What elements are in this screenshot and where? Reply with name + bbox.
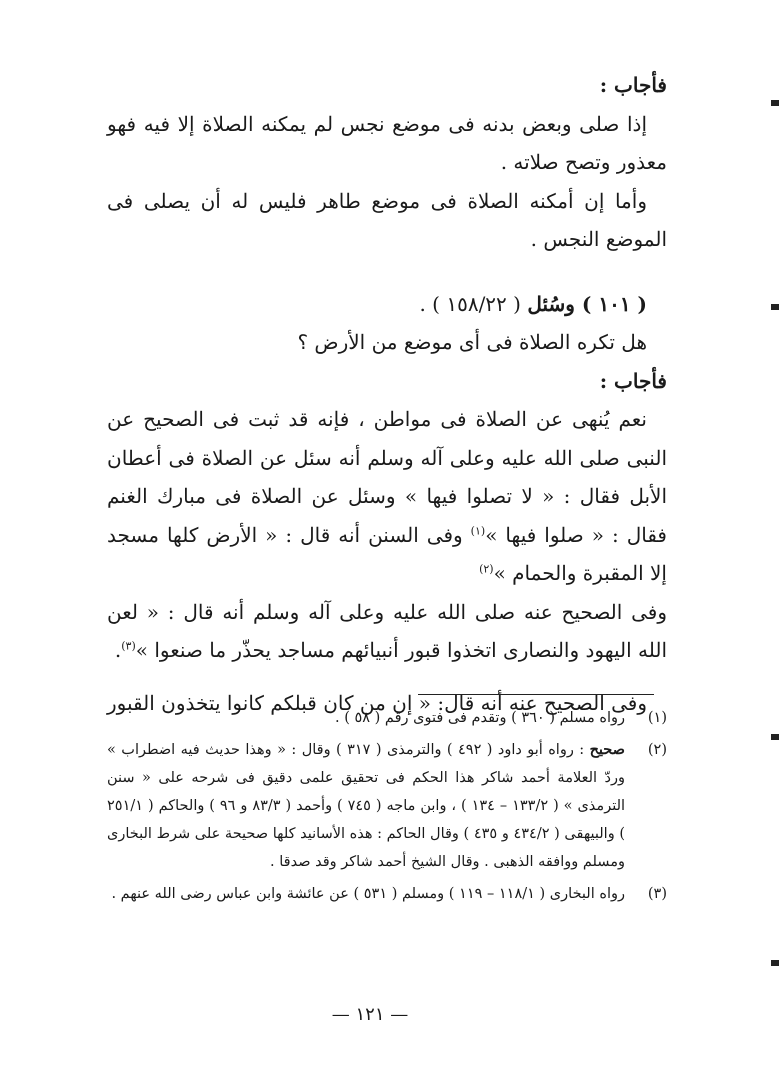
footnote-body: : رواه أبو داود ( ٤٩٢ ) والترمذى ( ٣١٧ ) وقال : « وهذا حديث فيه اضطراب » وردّ العلامة أحمد شاكر هذا الحكم فى تحقيق علمى دقيق فى شرحه على « سنن الترمذى » ( ١٣٣/٢ – ١٣٤ ) ، وابن ماجه ( ٧٤٥ ) وأحمد ( ٨٣/٣ و ٩٦ ) والحاكم ( ٢٥١/١ ) والبيهقى ( ٤٣٤/٢ و ٤٣٥ ) وقال الحاكم : هذه الأسانيد كلها صحيحة على شرط البخارى ومسلم ووافقه الذهبى . وقال الشيخ أحمد شاكر وقد صدقا .	[107, 742, 626, 870]
question-text: هل تكره الصلاة فى أى موضع من الأرض ؟	[297, 330, 647, 354]
footnote-marker-2: (٢)	[479, 562, 494, 576]
paragraph-5: وفى الصحيح عنه أنه قال: « إن من كان قبلكم كانوا يتخذون القبور	[107, 690, 647, 715]
footnote-separator	[418, 694, 654, 695]
footnote-text: رواه مسلم ( ٣٦٠ ) وتقدم فى فتوى رقم ( ٥٨ ) .	[334, 710, 625, 726]
question-reference: ( ١٥٨/٢٢ ) .	[419, 291, 521, 316]
paragraph-1: إذا صلى وبعض بدنه فى موضع نجس لم يمكنه الصلاة إلا فيه فهو معذور وتصح صلاته .	[107, 111, 667, 174]
main-text	[107, 66, 667, 722]
paragraph-3-part-b: وفى السنن أنه قال : « الأرض كلها مسجد إلا المقبرة والحمام »	[107, 522, 667, 585]
paragraph-3-part-a: نعم يُنهى عن الصلاة فى مواطن ، فإنه قد ثبت فى الصحيح عن النبى صلى الله عليه وعلى آله وسلم أنه سئل عن الصلاة فى أعطان الأبل فقال : « لا تصلوا فيها » وسئل عن الصلاة فى مبارك الغنم فقال : « صلوا فيها »	[107, 407, 667, 547]
footnote-number: (٣)	[647, 886, 667, 902]
footnote-2	[107, 736, 667, 876]
paragraph-3	[107, 400, 667, 593]
page-number: — ١٢١ —	[331, 1004, 409, 1025]
answer-label-1: فأجاب :	[599, 73, 667, 97]
footnote-marker-1: (١)	[470, 523, 486, 537]
edge-mark	[771, 734, 779, 740]
footnote-1	[107, 704, 667, 732]
footnote-text: رواه البخارى ( ١١٨/١ – ١١٩ ) ومسلم ( ٥٣١ ) عن عائشة وابن عباس رضى الله عنهم .	[111, 886, 625, 902]
footnote-grade: صحيح	[589, 741, 625, 758]
footnotes	[107, 704, 667, 912]
paragraph-4-text: وفى الصحيح عنه صلى الله عليه وعلى آله وسلم أنه قال : « لعن الله اليهود والنصارى اتخذوا قبور أنبيائهم مساجد يحذّر ما صنعوا »	[107, 599, 667, 662]
edge-mark	[771, 304, 779, 310]
paragraph-2: وأما إن أمكنه الصلاة فى موضع طاهر فليس له أن يصلى فى الموضع النجس .	[107, 188, 667, 251]
footnote-number: (١)	[647, 710, 667, 726]
paragraph-4-end: .	[114, 638, 122, 662]
question-number: ( ١٠١ ) وسُئل	[527, 291, 647, 316]
paragraph-4	[107, 593, 667, 670]
edge-mark	[771, 960, 779, 966]
footnote-marker-3: (٣)	[121, 639, 136, 653]
answer-label-2: فأجاب :	[599, 368, 667, 393]
question-heading	[107, 285, 667, 324]
footnote-number: (٢)	[647, 742, 667, 758]
footnote-text	[107, 736, 625, 876]
edge-mark	[771, 100, 779, 106]
footnote-3	[107, 880, 667, 908]
